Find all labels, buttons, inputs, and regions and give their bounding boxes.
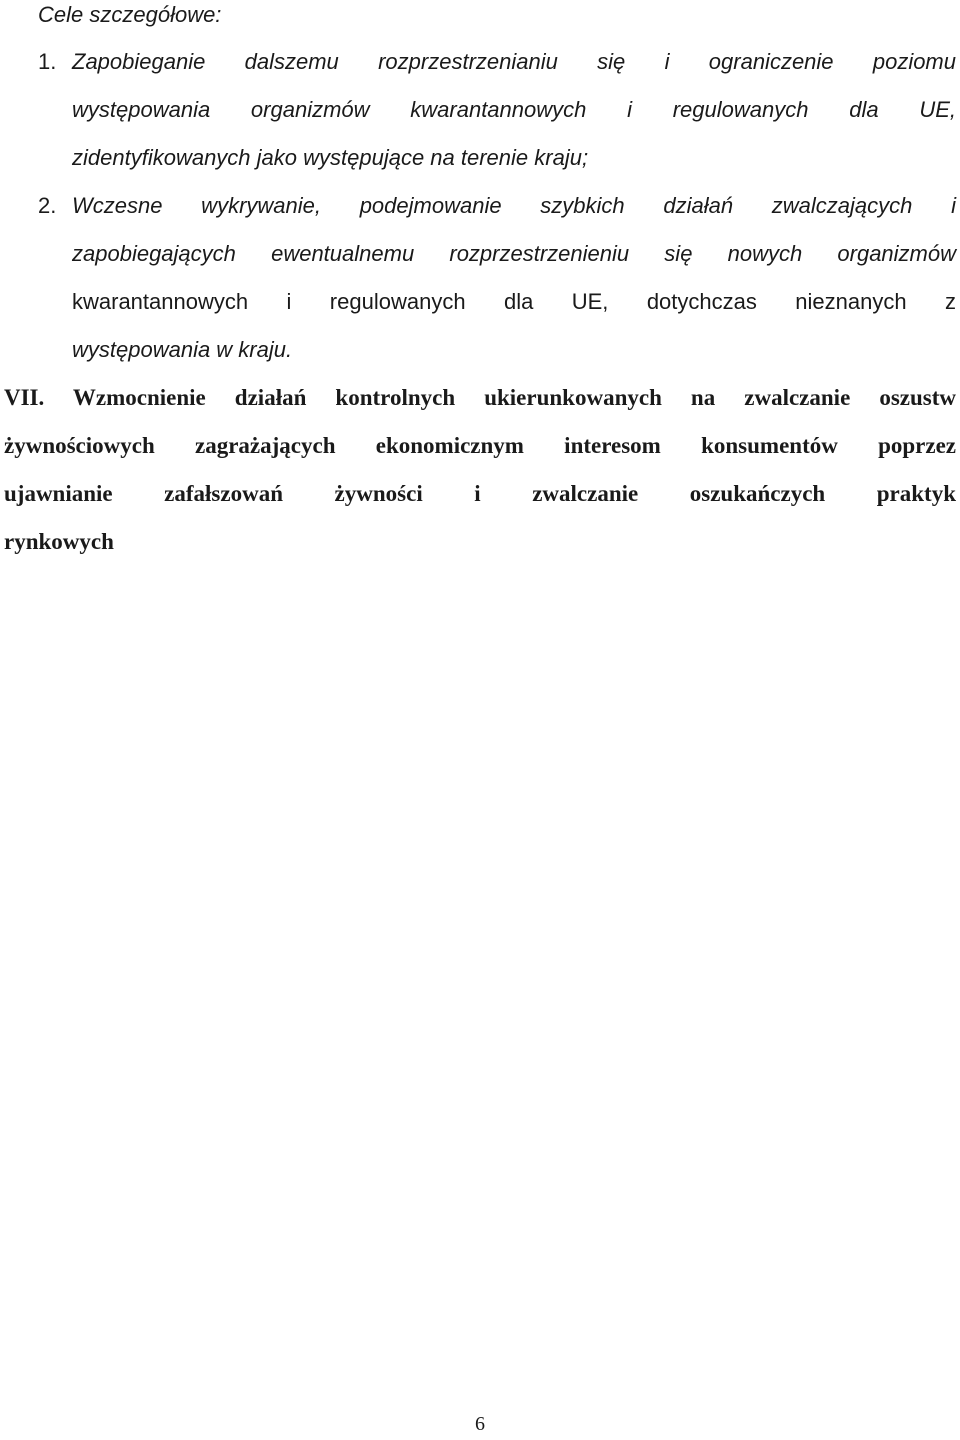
item-line: Zapobieganie dalszemu rozprzestrzenianiu się i ograniczenie poziomu: [72, 49, 956, 74]
section-line: ujawnianie zafałszowań żywności i zwalczanie oszukańczych praktyk: [4, 481, 956, 506]
item-line: Wczesne wykrywanie, podejmowanie szybkich działań zwalczających i: [72, 193, 956, 218]
item-line: zidentyfikowanych jako występujące na terenie kraju;: [72, 145, 589, 170]
item-line: występowania w kraju.: [72, 337, 293, 362]
section-line: VII. Wzmocnienie działań kontrolnych ukierunkowanych na zwalczanie oszustw: [4, 385, 956, 410]
section-line: żywnościowych zagrażających ekonomicznym interesom konsumentów poprzez: [4, 433, 956, 458]
section-line: rynkowych: [4, 529, 114, 554]
section-vii-title: [4, 374, 956, 566]
objective-item-2: [0, 182, 956, 374]
section-heading: Cele szczegółowe:: [38, 2, 222, 27]
item-number: 1.: [38, 49, 57, 74]
page-number: 6: [475, 1413, 485, 1435]
item-line: występowania organizmów kwarantannowych i regulowanych dla UE,: [72, 97, 956, 122]
item-number: 2.: [38, 193, 57, 218]
objective-item-1: [0, 38, 956, 182]
item-line: zapobiegających ewentualnemu rozprzestrzenieniu się nowych organizmów: [72, 241, 956, 266]
item-line: kwarantannowych i regulowanych dla UE, dotychczas nieznanych z: [72, 289, 956, 314]
